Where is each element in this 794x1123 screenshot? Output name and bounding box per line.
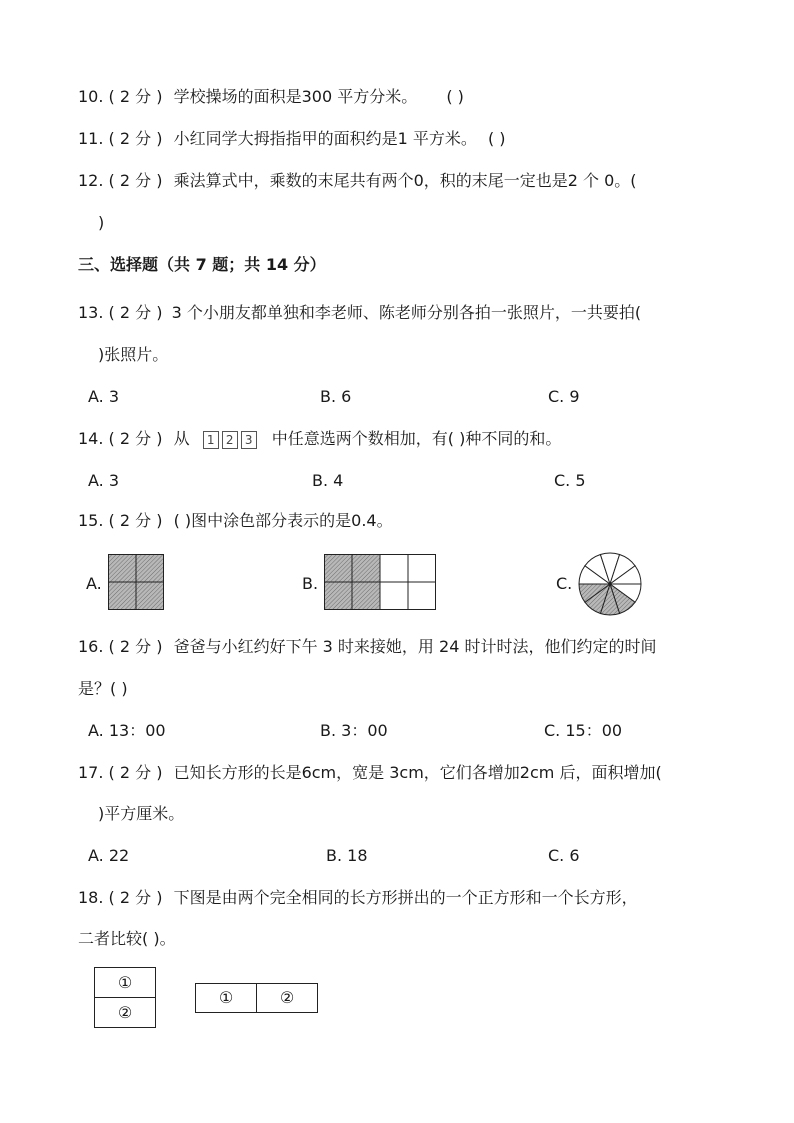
question-18-continuation: 二者比较( )。 — [78, 929, 176, 948]
question-text: 学校操场的面积是300 平方分米。 — [173, 87, 418, 106]
question-text: ( )图中涂色部分表示的是0.4。 — [173, 511, 393, 530]
question-score: ( 2 分 ) — [108, 888, 163, 907]
question-text: 已知长方形的长是6cm，宽是 3cm，它们各增加2cm 后，面积增加( — [173, 763, 662, 782]
question-score: ( 2 分 ) — [108, 303, 163, 322]
rect-label-2: ② — [256, 983, 318, 1013]
option-c[interactable]: C. — [556, 574, 573, 593]
option-a[interactable]: A. 3 — [88, 471, 120, 490]
rect-label-1: ① — [94, 967, 156, 998]
option-b[interactable]: B. 4 — [312, 471, 344, 490]
question-10 — [78, 86, 464, 108]
figure-c-circle — [578, 552, 642, 616]
option-a[interactable]: A. 13：00 — [88, 721, 166, 740]
question-score: ( 2 分 ) — [108, 87, 163, 106]
question-12-continuation: ) — [98, 213, 105, 232]
question-14 — [78, 428, 561, 450]
question-17-continuation: )平方厘米。 — [98, 804, 185, 823]
option-c[interactable]: C. 9 — [548, 387, 580, 406]
question-number: 12. — [78, 171, 104, 190]
question-13-continuation: )张照片。 — [98, 345, 169, 364]
question-17 — [78, 762, 662, 784]
question-score: ( 2 分 ) — [108, 129, 163, 148]
option-c[interactable]: C. 6 — [548, 846, 580, 865]
option-a[interactable]: A. 3 — [88, 387, 120, 406]
question-text-post: 中任意选两个数相加，有( )种不同的和。 — [271, 429, 562, 448]
option-c[interactable]: C. 15：00 — [544, 721, 623, 740]
question-number: 18. — [78, 888, 104, 907]
number-card: 1 — [203, 431, 219, 449]
question-score: ( 2 分 ) — [108, 429, 163, 448]
question-text: 乘法算式中，乘数的末尾共有两个0，积的末尾一定也是2 个 0。( — [173, 171, 637, 190]
answer-blank[interactable]: ( ) — [446, 87, 464, 106]
number-cards — [203, 431, 257, 449]
question-text: 下图是由两个完全相同的长方形拼出的一个正方形和一个长方形， — [173, 888, 638, 907]
question-text: 小红同学大拇指指甲的面积约是1 平方米。 — [173, 129, 477, 148]
question-12 — [78, 170, 637, 192]
question-13 — [78, 302, 641, 324]
question-16-continuation: 是？( ) — [78, 679, 128, 698]
question-score: ( 2 分 ) — [108, 511, 163, 530]
number-card: 2 — [222, 431, 238, 449]
question-number: 11. — [78, 129, 104, 148]
question-15 — [78, 510, 393, 532]
question-text: 3 个小朋友都单独和李老师、陈老师分别各拍一张照片，一共要拍( — [171, 303, 642, 322]
question-score: ( 2 分 ) — [108, 763, 163, 782]
figure-b-rectangle — [324, 554, 436, 610]
question-text: 爸爸与小红约好下午 3 时来接她，用 24 时计时法，他们约定的时间 — [173, 637, 657, 656]
number-card: 3 — [241, 431, 257, 449]
question-number: 16. — [78, 637, 104, 656]
option-a[interactable]: A. — [86, 574, 102, 593]
section-title: 三、选择题（共 7 题；共 14 分） — [78, 255, 326, 274]
answer-blank[interactable]: ( ) — [487, 129, 506, 148]
question-number: 15. — [78, 511, 104, 530]
question-number: 14. — [78, 429, 104, 448]
option-c[interactable]: C. 5 — [554, 471, 586, 490]
question-18 — [78, 887, 638, 909]
figure-a-square — [108, 554, 164, 610]
question-11 — [78, 128, 506, 150]
option-b[interactable]: B. 6 — [320, 387, 352, 406]
question-number: 13. — [78, 303, 104, 322]
rect-label-2: ② — [94, 997, 156, 1028]
question-16 — [78, 636, 656, 658]
question-number: 17. — [78, 763, 104, 782]
question-text-pre: 从 — [173, 429, 190, 448]
option-b[interactable]: B. 3：00 — [320, 721, 388, 740]
question-number: 10. — [78, 87, 104, 106]
question-score: ( 2 分 ) — [108, 637, 163, 656]
option-a[interactable]: A. 22 — [88, 846, 130, 865]
question-score: ( 2 分 ) — [108, 171, 163, 190]
option-b[interactable]: B. — [302, 574, 319, 593]
option-b[interactable]: B. 18 — [326, 846, 368, 865]
rect-label-1: ① — [195, 983, 257, 1013]
